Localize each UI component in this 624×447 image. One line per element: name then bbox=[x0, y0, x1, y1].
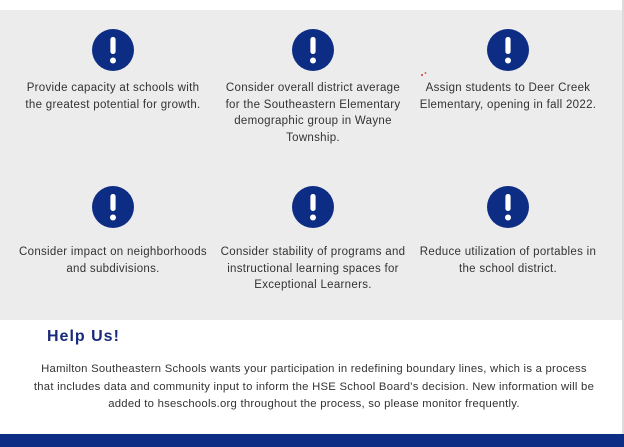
top-strip bbox=[0, 0, 624, 10]
criterion-card bbox=[413, 186, 603, 277]
criterion-text: Consider overall district average for the Southeastern Elementary demographic group in Wayne Township. bbox=[225, 82, 401, 144]
criterion-text: Provide capacity at schools with the greatest potential for growth. bbox=[25, 82, 201, 111]
help-paragraph: Hamilton Southeastern Schools wants your participation in redefining boundary lines, which is a process that includes data and community input to inform the HSE School Board's decision. New information will be added to hseschools.org throughout the process, so please monitor frequently. bbox=[33, 363, 595, 410]
exclamation-circle-icon bbox=[292, 186, 334, 228]
exclamation-circle-icon bbox=[487, 29, 529, 71]
exclamation-circle-icon bbox=[92, 29, 134, 71]
criterion-text: Reduce utilization of portables in the school district. bbox=[419, 246, 597, 275]
criterion-card bbox=[413, 29, 603, 113]
criterion-text: Consider stability of programs and instructional learning spaces for Exceptional Learners. bbox=[220, 246, 406, 291]
criterion-text: Consider impact on neighborhoods and subdivisions. bbox=[19, 246, 207, 275]
exclamation-circle-icon bbox=[92, 186, 134, 228]
help-heading: Help Us! bbox=[47, 328, 120, 345]
exclamation-circle-icon bbox=[487, 186, 529, 228]
footer-bar bbox=[0, 434, 624, 447]
criterion-card bbox=[218, 186, 408, 294]
criterion-text: Assign students to Deer Creek Elementary, opening in fall 2022. bbox=[419, 82, 597, 111]
exclamation-circle-icon bbox=[292, 29, 334, 71]
criterion-card bbox=[18, 29, 208, 113]
criterion-card bbox=[218, 29, 408, 146]
criterion-card bbox=[18, 186, 208, 277]
